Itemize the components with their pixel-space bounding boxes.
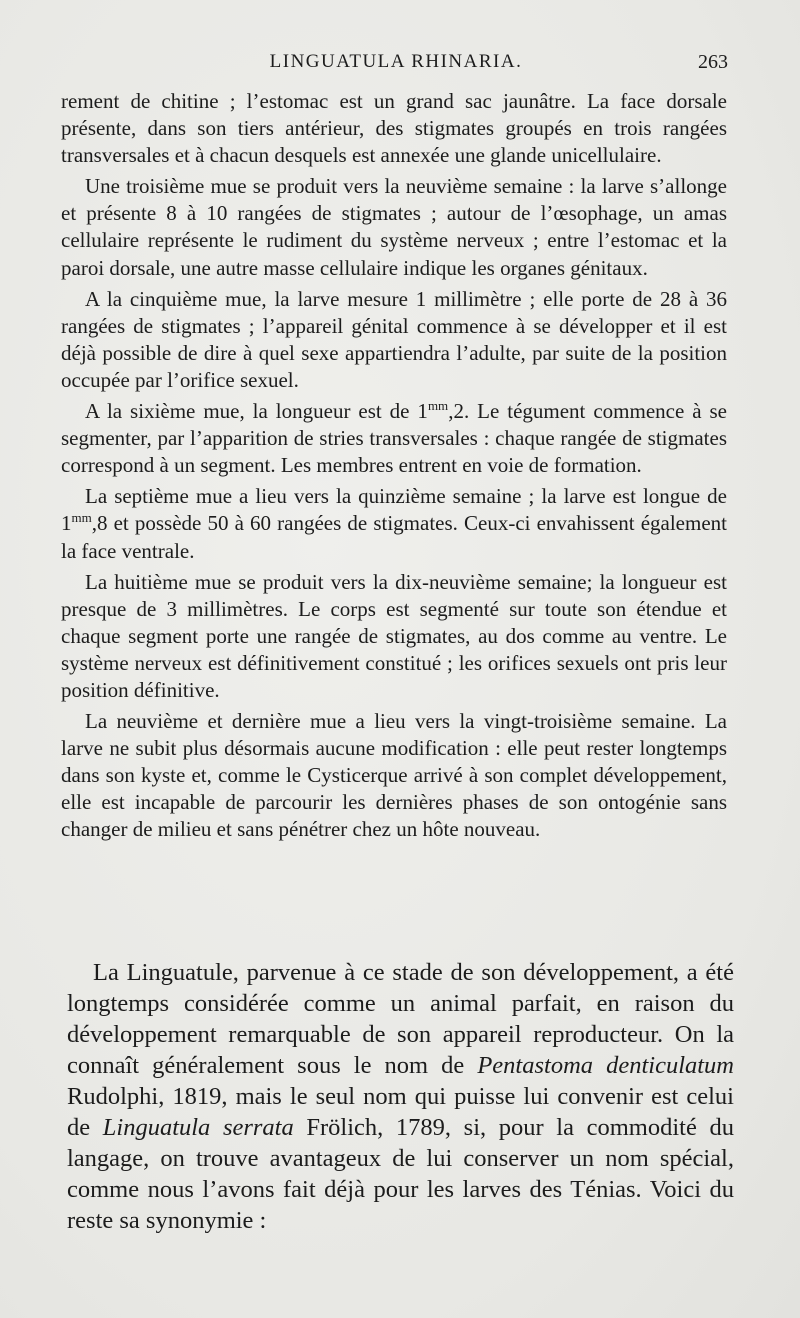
millimetre-superscript: mm (427, 398, 449, 414)
paragraph-3: A la cinquième mue, la larve mesure 1 millimètre ; elle porte de 28 à 36 rangées de stigmates ; l’appareil génital commence à se développer et il est déjà possible de dire à quel sexe appartiendra l’adulte, par suite de la position occupée par l’orifice sexuel. (61, 286, 727, 392)
paragraph-6: La huitième mue se produit vers la dix-neuvième semaine; la longueur est presque de 3 millimètres. Le corps est segmenté sur toute son étendue et chaque segment porte une rangée de stigmates, au dos comme au ventre. Le système nerveux est définitivement constitué ; les orifices sexuels ont pris leur position définitive. (61, 569, 727, 702)
paragraph-4-text-a: A la sixième mue, la longueur est de 1 (85, 399, 428, 424)
species-name-linguatula: Linguatula serrata (102, 1114, 294, 1141)
paragraph-4 (61, 398, 727, 479)
paragraph-2: Une troisième mue se produit vers la neuvième semaine : la larve s’allonge et présente 8 à 10 rangées de stigmates ; autour de l’œsophage, un amas cellulaire représente le rudiment du système nerveux ; entre l’estomac et la paroi dorsale, une autre masse cellulaire indique les organes génitaux. (61, 174, 727, 280)
paragraph-5 (61, 483, 727, 564)
running-title: LINGUATULA RHINARIA. (269, 51, 523, 72)
paragraph-5-text-a: La septième mue a lieu vers la quinzième semaine ; la larve est longue de 1 (61, 484, 727, 536)
species-name-pentastoma: Pentastoma denticulatum (477, 1052, 734, 1079)
page-header (60, 48, 732, 78)
body-text-small (61, 88, 727, 848)
paragraph-1: rement de chitine ; l’estomac est un grand sac jaunâtre. La face dorsale présente, dans son tiers antérieur, des stigmates groupés en trois rangées transversales et à chacun desquels est annexée une glande unicellulaire. (61, 89, 727, 168)
paragraph-8-text-b: Rudolphi, 1819, mais le seul nom qui puisse lui convenir est celui de (67, 1083, 734, 1141)
paragraph-8 (67, 957, 734, 1236)
paragraph-5-text-b: ,8 et possède 50 à 60 rangées de stigmates. Ceux-ci envahissent également la face ventrale. (61, 511, 727, 563)
paragraph-7: La neuvième et dernière mue a lieu vers la vingt-troisième semaine. La larve ne subit plus désormais aucune modification : elle peut rester longtemps dans son kyste et, comme le Cysticerque arrivé à son complet développement, elle est incapable de parcourir les dernières phases de son ontogénie sans changer de milieu et sans pénétrer chez un hôte nouveau. (61, 709, 727, 842)
paragraph-8-text-c: Frölich, 1789, si, pour la commodité du langage, on trouve avantageux de lui conserver un nom spécial, comme nous l’avons fait déjà pour les larves des Ténias. Voici du reste sa synonymie : (67, 1114, 734, 1234)
millimetre-superscript: mm (71, 510, 92, 526)
body-text-large (67, 957, 734, 1240)
paragraph-8-text-a: La Linguatule, parvenue à ce stade de son développement, a été longtemps considérée comme un animal parfait, en raison du développement remarquable de son appareil reproducteur. On la connaît généralement sous le nom de (67, 959, 734, 1079)
paragraph-4-text-b: ,2. Le tégument commence à se segmenter, par l’apparition de stries transversales : chaque rangée de stigmates correspond à un segment. Les membres entrent en voie de formation. (61, 399, 727, 478)
page-number: 263 (698, 51, 728, 73)
